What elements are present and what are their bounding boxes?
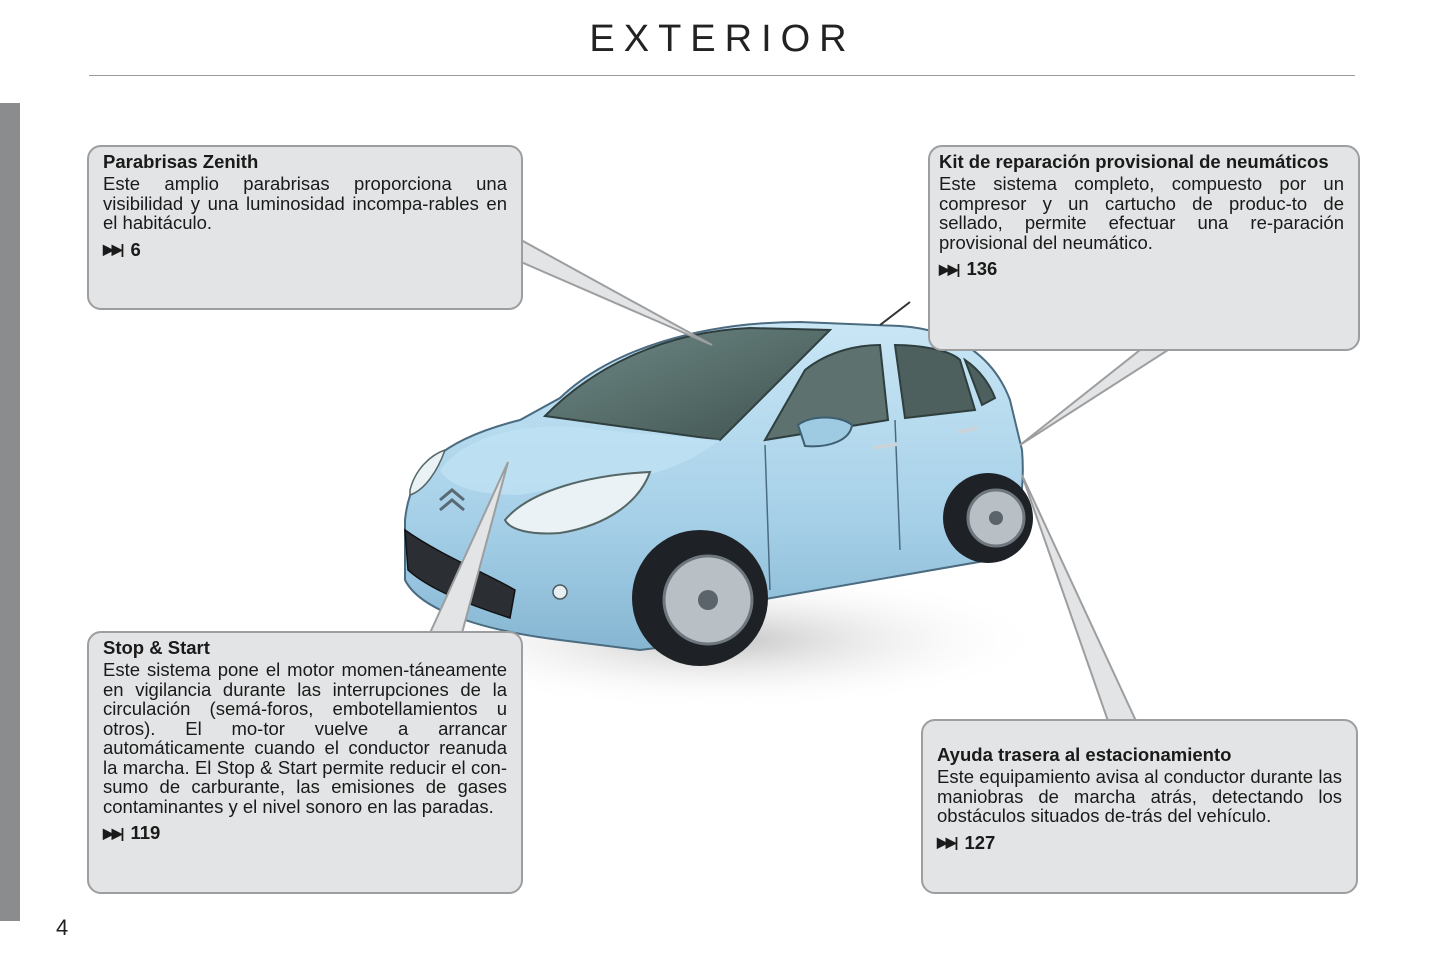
rear-wheel [943, 473, 1033, 563]
callout-body: Este amplio parabrisas proporciona una visibilidad y una luminosidad incompa-rables en el habitáculo. [103, 173, 507, 233]
pointer-windscreen [521, 240, 712, 345]
forward-arrow-icon: ▶▶| [103, 824, 123, 841]
callout-stop-start [87, 631, 523, 894]
page-reference-number: 127 [964, 831, 996, 853]
callout-ayuda-estacionamiento [921, 719, 1358, 894]
callout-kit-reparacion [928, 145, 1360, 351]
forward-arrow-icon: ▶▶| [937, 834, 957, 850]
page-reference-number: 6 [130, 238, 141, 260]
page-number: 4 [56, 915, 69, 940]
callout-body: Este sistema completo, compuesto por un compresor y un cartucho de produc-to de sellado, permite efectuar una re-paración provisional del neumático. [939, 173, 1344, 253]
callout-title: Parabrisas Zenith [103, 151, 259, 172]
page-reference-number: 136 [966, 258, 998, 279]
antenna [880, 302, 910, 325]
forward-arrow-icon: ▶▶| [103, 241, 123, 257]
pointer-parking-aid [1022, 475, 1136, 721]
page-reference-number: 119 [130, 822, 161, 843]
pointer-tyre-kit [1020, 350, 1168, 445]
front-wheel [632, 530, 768, 666]
callout-body: Este equipamiento avisa al conductor durante las maniobras de marcha atrás, detectando los obstáculos situados de-trás del vehículo. [937, 766, 1342, 826]
callout-body: Este sistema pone el motor momen-táneamente en vigilancia durante las interrupciones de la circulación (semá-foros, embotellamientos u otros). El mo-tor vuelve a arrancar automáticamente cuando el conductor reanuda la marcha. El Stop & Start permite reducir el con-sumo de carburante, las emisiones de gases contaminantes y el nivel sonoro en las paradas. [103, 659, 507, 817]
page-reference[interactable] [939, 258, 1344, 280]
page-title: EXTERIOR [589, 18, 856, 60]
callout-parabrisas-zenith [87, 145, 523, 310]
forward-arrow-icon: ▶▶| [939, 260, 959, 277]
page-reference[interactable] [937, 832, 1342, 854]
fog-light [553, 585, 567, 599]
callout-title: Kit de reparación provisional de neumáticos [939, 151, 1329, 172]
page-reference[interactable] [103, 822, 507, 844]
callout-title: Ayuda trasera al estacionamiento [937, 744, 1232, 765]
callout-title: Stop & Start [103, 637, 210, 658]
page-reference[interactable] [103, 239, 507, 261]
